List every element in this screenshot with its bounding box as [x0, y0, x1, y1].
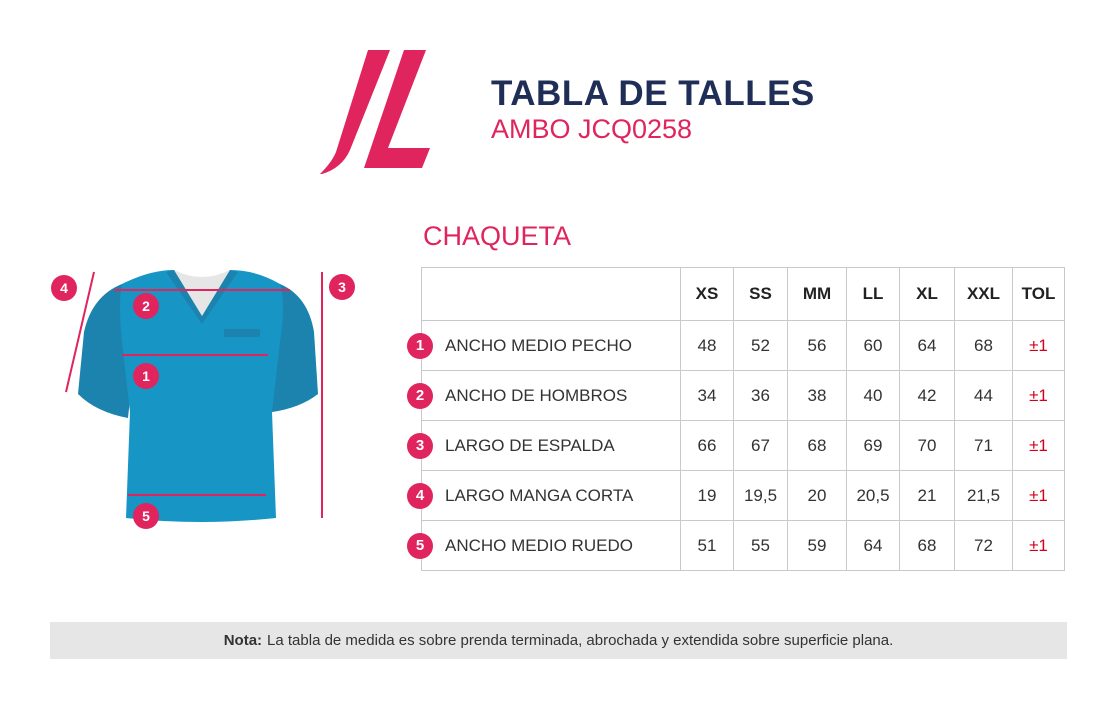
table-cell: 64 — [900, 321, 955, 371]
note-text: La tabla de medida es sobre prenda terminada, abrochada y extendida sobre superficie plana. — [267, 632, 894, 649]
tolerance-cell: ±1 — [1013, 421, 1065, 471]
table-cell: 21,5 — [955, 471, 1013, 521]
svg-text:3: 3 — [338, 279, 346, 295]
marker-5 — [133, 503, 159, 529]
row-number-badge: 5 — [407, 533, 433, 559]
table-cell: 70 — [900, 421, 955, 471]
table-row — [422, 321, 1065, 371]
table-cell: 66 — [681, 421, 734, 471]
table-cell: 40 — [847, 371, 900, 421]
table-cell: 19,5 — [734, 471, 788, 521]
table-cell: 34 — [681, 371, 734, 421]
table-row — [422, 521, 1065, 571]
tolerance-cell: ±1 — [1013, 521, 1065, 571]
table-cell: 68 — [788, 421, 847, 471]
svg-text:5: 5 — [142, 508, 150, 524]
marker-1 — [133, 363, 159, 389]
page-title: TABLA DE TALLES — [491, 74, 815, 113]
row-number-badge: 2 — [407, 383, 433, 409]
row-label: ANCHO MEDIO PECHO — [445, 335, 633, 355]
marker-3 — [329, 274, 355, 300]
table-cell: 71 — [955, 421, 1013, 471]
pocket — [224, 329, 260, 337]
table-cell: 52 — [734, 321, 788, 371]
tolerance-cell: ±1 — [1013, 321, 1065, 371]
table-row — [422, 471, 1065, 521]
table-cell: 20,5 — [847, 471, 900, 521]
row-label: ANCHO MEDIO RUEDO — [445, 535, 633, 555]
table-cell: 72 — [955, 521, 1013, 571]
table-cell: 68 — [900, 521, 955, 571]
header-ss: SS — [734, 268, 788, 321]
row-label: LARGO MANGA CORTA — [445, 485, 634, 505]
table-cell: 67 — [734, 421, 788, 471]
row-number-badge: 3 — [407, 433, 433, 459]
table-cell: 21 — [900, 471, 955, 521]
note-bar — [50, 622, 1067, 659]
table-cell: 48 — [681, 321, 734, 371]
marker-2 — [133, 293, 159, 319]
table-cell: 68 — [955, 321, 1013, 371]
table-header-row — [422, 268, 1065, 321]
header-mm: MM — [788, 268, 847, 321]
row-number-badge: 4 — [407, 483, 433, 509]
header-xl: XL — [900, 268, 955, 321]
header-ll: LL — [847, 268, 900, 321]
tolerance-cell: ±1 — [1013, 371, 1065, 421]
table-row — [422, 371, 1065, 421]
header-tol: TOL — [1013, 268, 1065, 321]
table-cell: 20 — [788, 471, 847, 521]
tolerance-cell: ±1 — [1013, 471, 1065, 521]
note-label: Nota: — [223, 632, 263, 649]
table-cell: 44 — [955, 371, 1013, 421]
table-cell: 56 — [788, 321, 847, 371]
table-row — [422, 421, 1065, 471]
table-cell: 69 — [847, 421, 900, 471]
jl-logo — [318, 48, 432, 176]
header-empty-cell — [422, 268, 681, 321]
table-cell: 36 — [734, 371, 788, 421]
row-label: LARGO DE ESPALDA — [445, 435, 615, 455]
row-label: ANCHO DE HOMBROS — [445, 385, 628, 405]
table-cell: 19 — [681, 471, 734, 521]
marker-4 — [51, 275, 77, 301]
product-code: AMBO JCQ0258 — [491, 114, 693, 144]
table-cell: 64 — [847, 521, 900, 571]
section-title: CHAQUETA — [423, 221, 572, 251]
table-cell: 51 — [681, 521, 734, 571]
table-cell: 55 — [734, 521, 788, 571]
table-cell: 59 — [788, 521, 847, 571]
header-xs: XS — [681, 268, 734, 321]
row-number-badge: 1 — [407, 333, 433, 359]
size-table — [415, 267, 1065, 571]
svg-text:2: 2 — [142, 298, 150, 314]
table-cell: 38 — [788, 371, 847, 421]
table-cell: 60 — [847, 321, 900, 371]
table-cell: 42 — [900, 371, 955, 421]
svg-text:1: 1 — [142, 368, 150, 384]
header-xxl: XXL — [955, 268, 1013, 321]
svg-text:4: 4 — [60, 280, 68, 296]
garment-diagram — [40, 262, 370, 534]
